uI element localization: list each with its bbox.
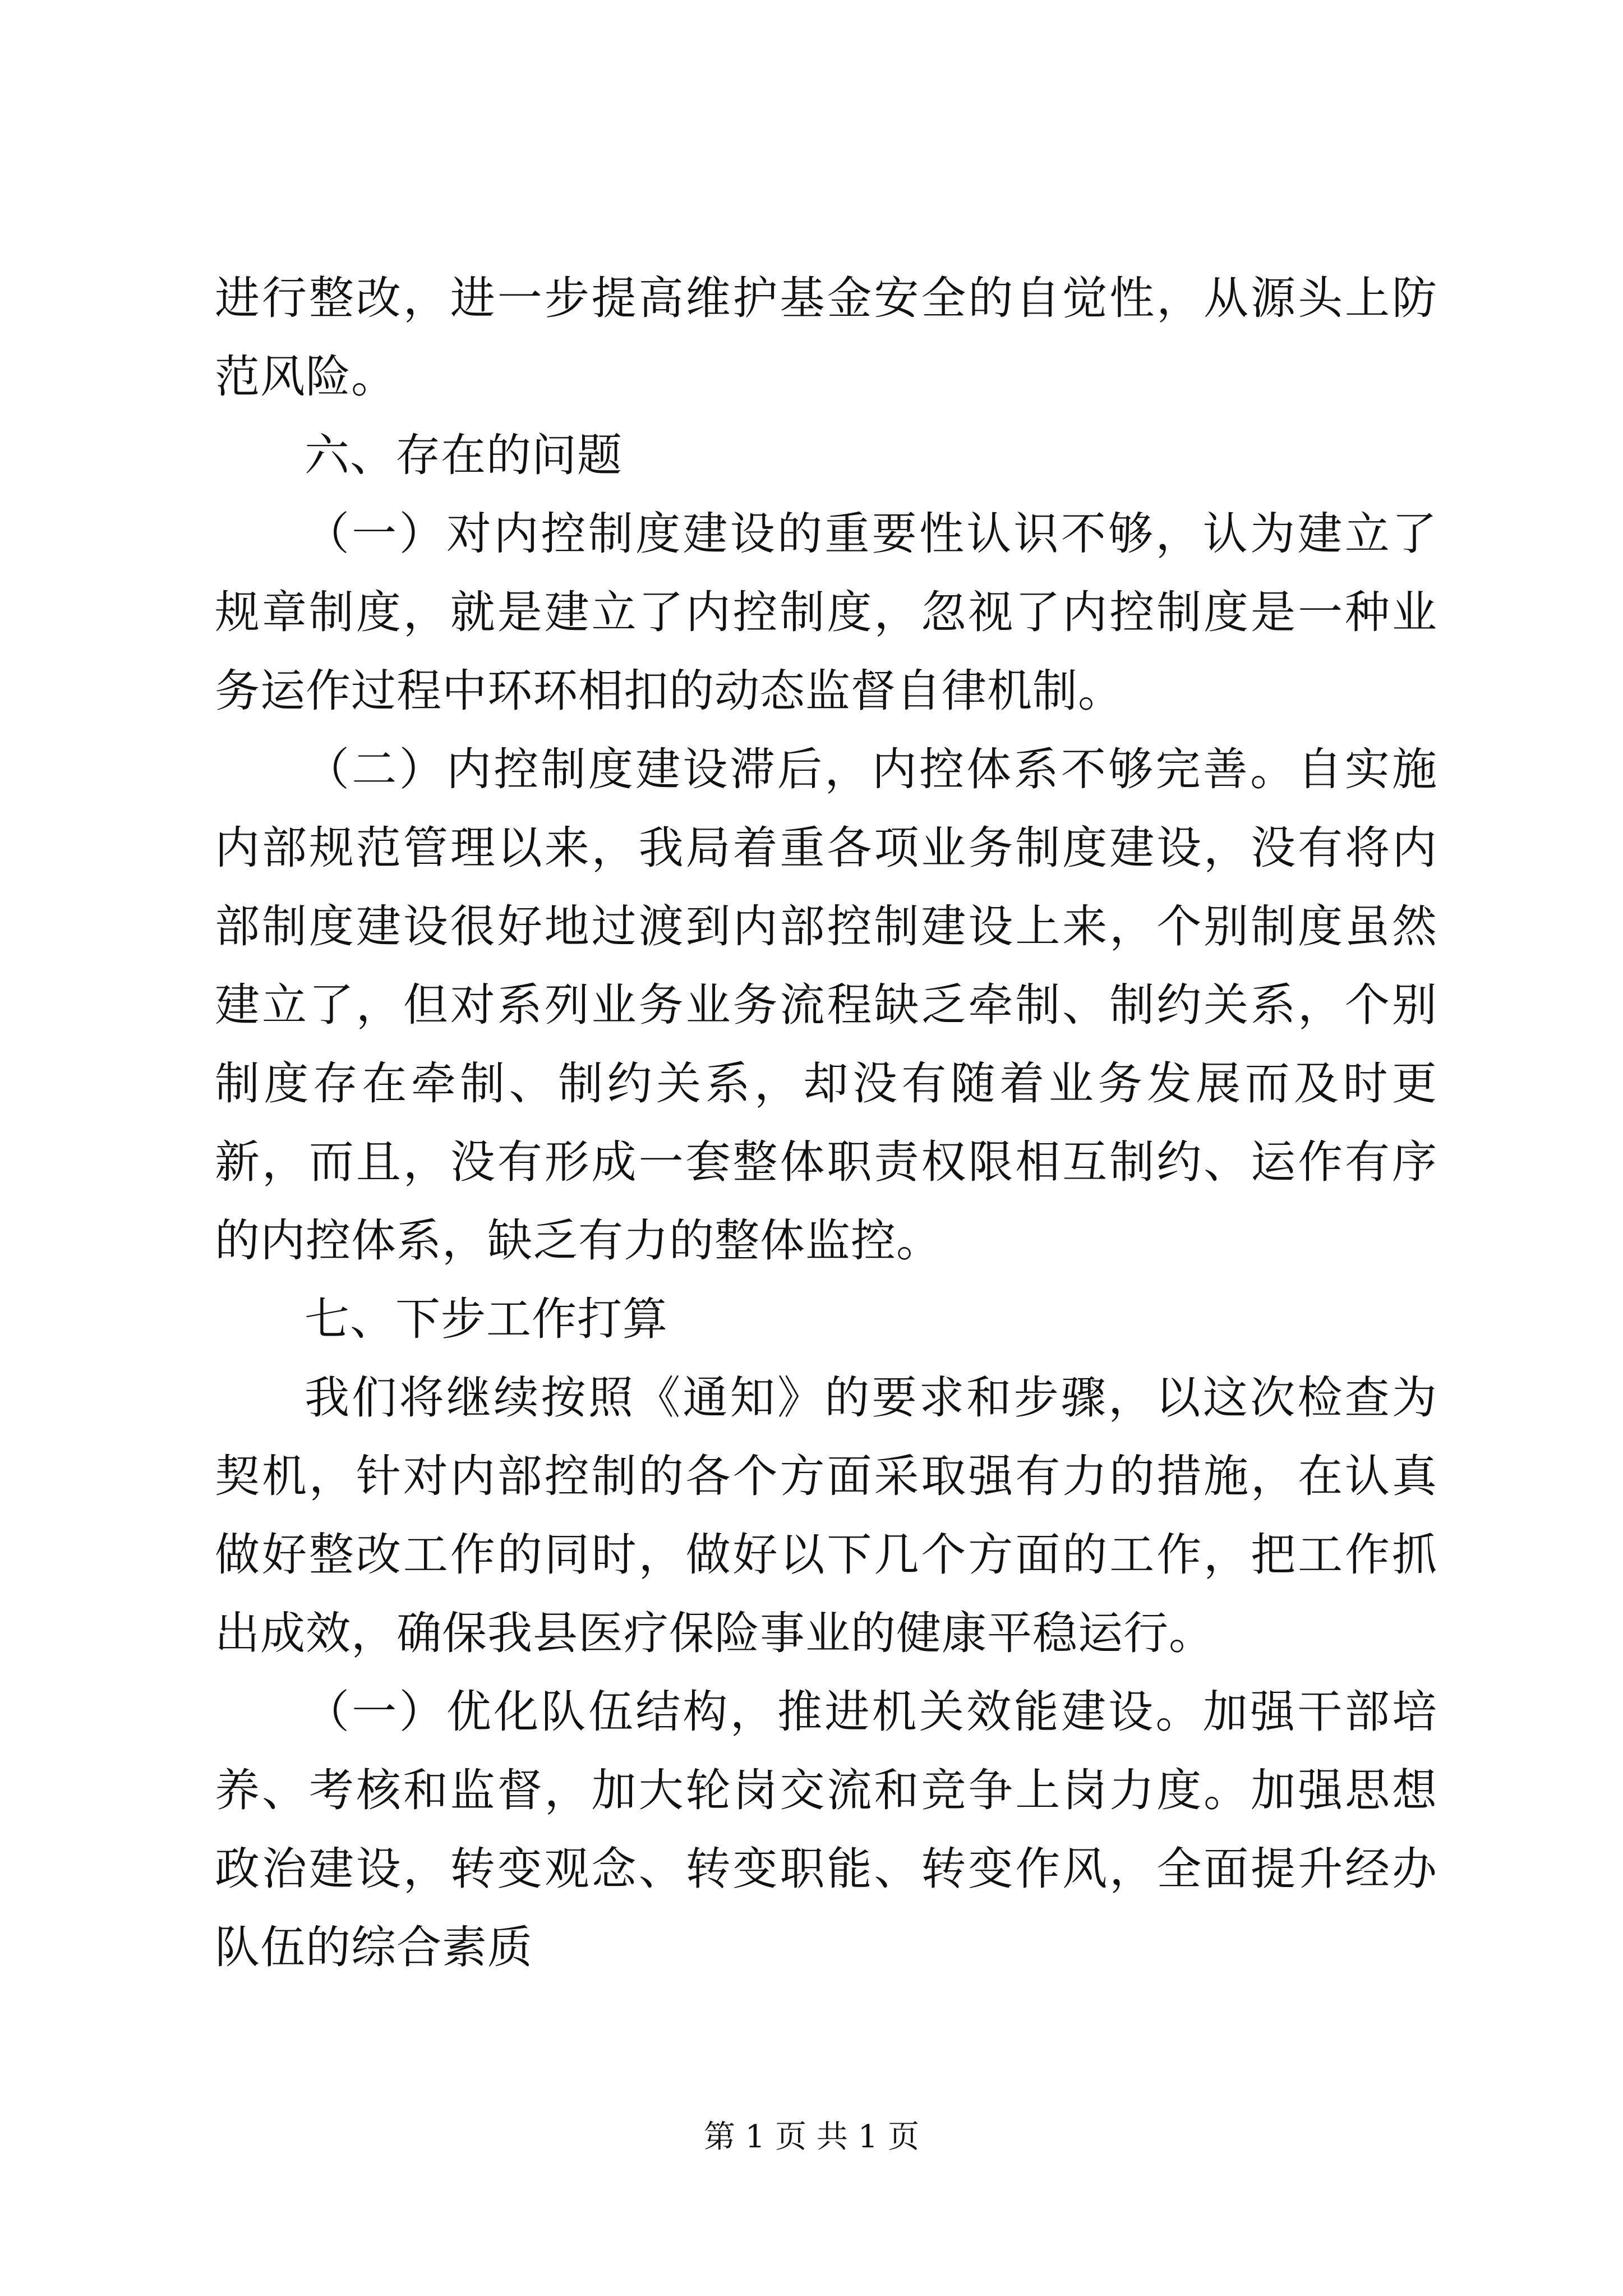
paragraph-problem-2: （二）内控制度建设滞后，内控体系不够完善。自实施内部规范管理以来，我局着重各项业务制度建设，没有将内部制度建设很好地过渡到内部控制建设上来，个别制度虽然建立了，但对系列业务业务流程缺乏牵制、制约关系，个别制度存在牵制、制约关系，却没有随着业务发展而及时更新，而且，没有形成一套整体职责权限相互制约、运作有序的内控体系，缺乏有力的整体监控。	[215, 743, 1437, 1267]
paragraph-next-steps-intro: 我们将继续按照《通知》的要求和步骤，以这次检查为契机，针对内部控制的各个方面采取强有力的措施，在认真做好整改工作的同时，做好以下几个方面的工作，把工作抓出成效，确保我县医疗保险事业的健康平稳运行。	[215, 1372, 1437, 1659]
paragraph-problem-1: （一）对内控制度建设的重要性认识不够，认为建立了规章制度，就是建立了内控制度，忽视了内控制度是一种业务运作过程中环环相扣的动态监督自律机制。	[215, 508, 1437, 717]
document-body	[215, 259, 1437, 1987]
paragraph-continuation: 进行整改，进一步提高维护基金安全的自觉性，从源头上防范风险。	[215, 272, 1437, 403]
paragraph-next-step-1: （一）优化队伍结构，推进机关效能建设。加强干部培养、考核和监督，加大轮岗交流和竞争上岗力度。加强思想政治建设，转变观念、转变职能、转变作风，全面提升经办队伍的综合素质	[215, 1686, 1437, 1973]
section-heading-next-steps: 七、下步工作打算	[305, 1293, 668, 1345]
section-heading-problems: 六、存在的问题	[305, 429, 623, 481]
page-footer: 第 1 页 共 1 页	[703, 2119, 920, 2155]
